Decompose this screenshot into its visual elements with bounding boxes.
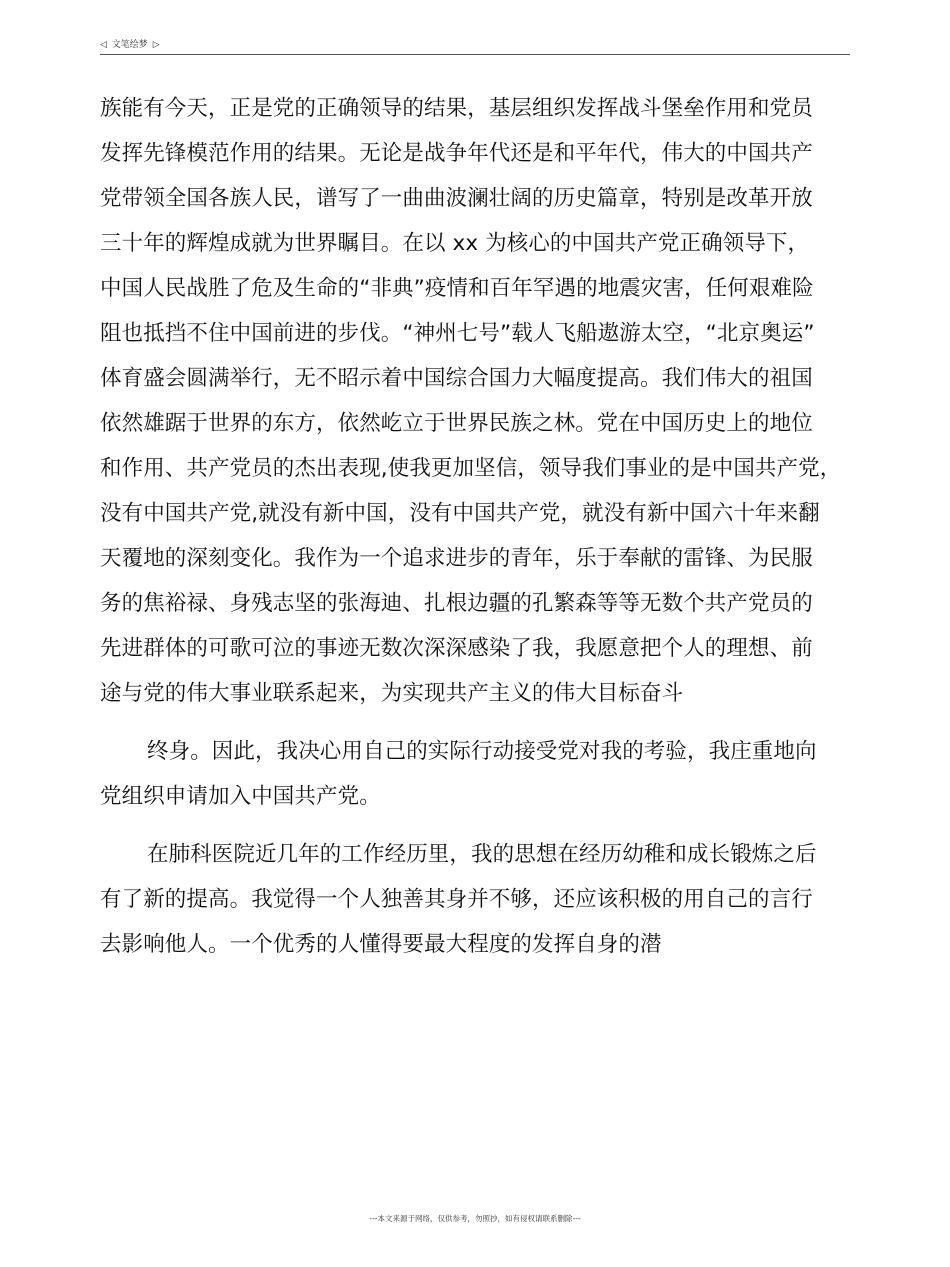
text-line: 先进群体的可歌可泣的事迹无数次深深感染了我，我愿意把个人的理想、前 [100, 636, 813, 661]
text-line: 务的焦裕禄、身残志坚的张海迪、扎根边疆的孔繁森等等无数个共产党员的 [100, 591, 813, 616]
text-line: 去影响他人。一个优秀的人懂得要最大程度的发挥自身的潜 [100, 932, 662, 957]
page-footer: ---本文来源于网络，仅供参考，勿照抄，如有侵权请联系删除--- [369, 1214, 581, 1223]
paragraph-1 [100, 86, 860, 716]
text-line: 依然雄踞于世界的东方，依然屹立于世界民族之林。党在中国历史上的地位 [100, 411, 813, 436]
text-line: 终身。因此，我决心用自己的实际行动接受党对我的考验，我庄重地向 [147, 739, 817, 764]
text-line: 有了新的提高。我觉得一个人独善其身并不够，还应该积极的用自己的言行 [100, 887, 813, 912]
text-line: 天覆地的深刻变化。我作为一个追求进步的青年，乐于奉献的雷锋、为民服 [100, 546, 813, 571]
left-triangle-icon: ◁ [100, 40, 107, 50]
text-line: 中国人民战胜了危及生命的“非典”疫情和百年罕遇的地震灾害，任何艰难险 [100, 276, 814, 301]
document-body [100, 86, 860, 967]
paragraph-2 [100, 729, 860, 819]
header-title: 文笔绘梦 [111, 40, 148, 50]
text-line: 发挥先锋模范作用的结果。无论是战争年代还是和平年代，伟大的中国共产 [100, 141, 813, 166]
text-line: 途与党的伟大事业联系起来，为实现共产主义的伟大目标奋斗 [100, 681, 684, 706]
text-line: 体育盛会圆满举行，无不昭示着中国综合国力大幅度提高。我们伟大的祖国 [100, 366, 813, 391]
text-line: 和作用、共产党员的杰出表现,使我更加坚信，领导我们事业的是中国共产党， [100, 456, 842, 481]
text-line: 三十年的辉煌成就为世界瞩目。在以 xx 为核心的中国共产党正确领导下， [100, 231, 810, 256]
text-line: 党组织申请加入中国共产党。 [100, 784, 381, 809]
page-header [100, 38, 850, 55]
text-line: 阻也抵挡不住中国前进的步伐。“神州七号”载人飞船遨游太空，“北京奥运” [100, 321, 815, 346]
text-line: 党带领全国各族人民，谱写了一曲曲波澜壮阔的历史篇章，特别是改革开放 [100, 186, 813, 211]
text-line: 族能有今天，正是党的正确领导的结果，基层组织发挥战斗堡垒作用和党员 [100, 96, 813, 121]
paragraph-3 [100, 832, 860, 967]
text-line: 在肺科医院近几年的工作经历里，我的思想在经历幼稚和成长锻炼之后 [147, 842, 817, 867]
text-line: 没有中国共产党,就没有新中国，没有中国共产党，就没有新中国六十年来翻 [100, 501, 820, 526]
right-triangle-icon: ▷ [152, 40, 160, 50]
